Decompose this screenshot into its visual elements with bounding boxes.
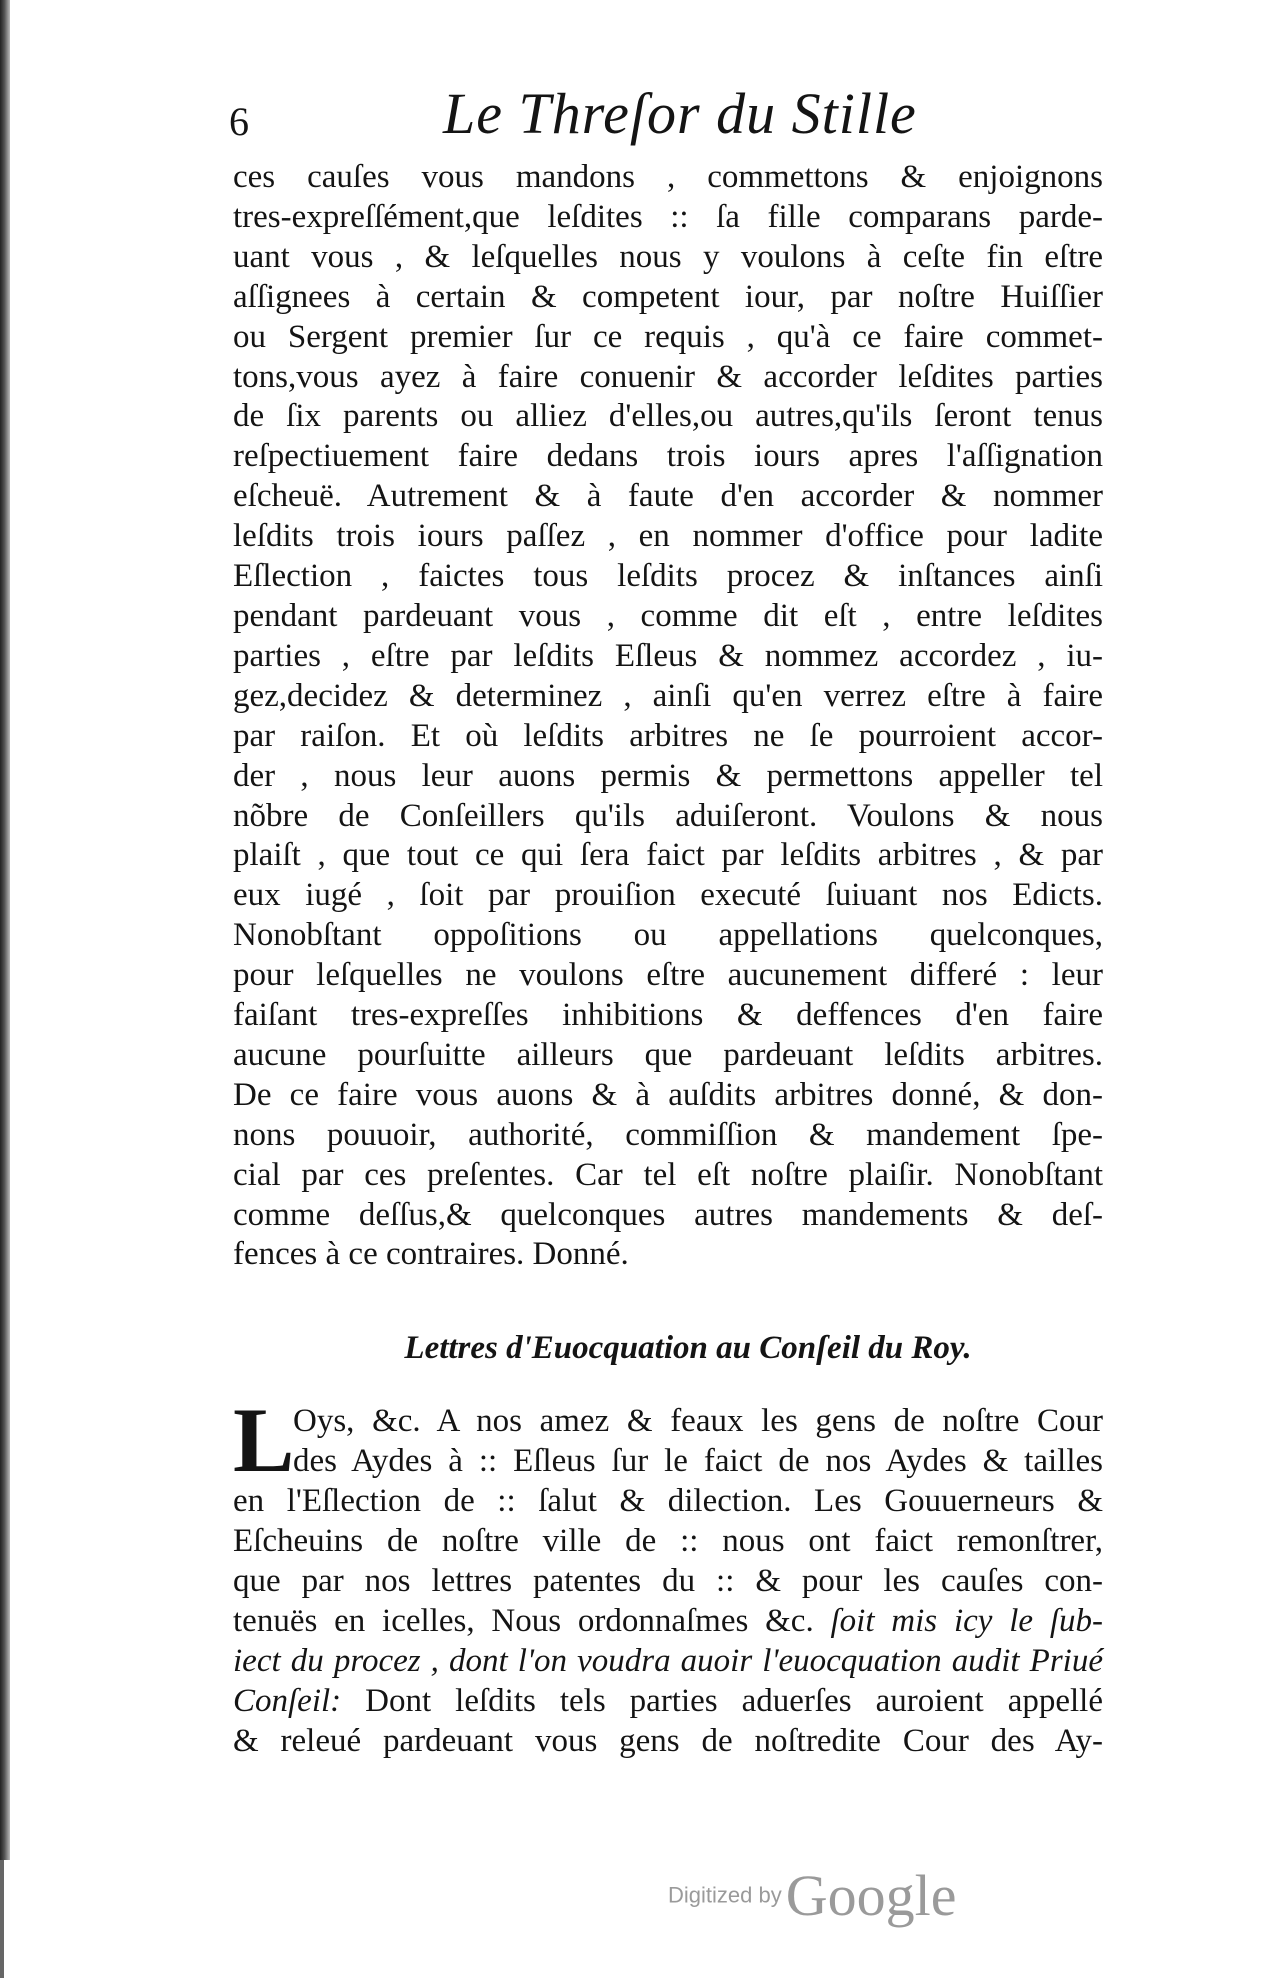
text-line: faiſant tres-expreſſes inhibitions & deffences d'en faire — [233, 997, 1103, 1034]
text-line: Eſlection , faictes tous leſdits procez & inſtances ainſi — [233, 558, 1103, 595]
section-heading: Lettres d'Euocquation au Conſeil du Roy. — [404, 1330, 972, 1367]
google-logo-text: Google — [785, 1863, 957, 1928]
text-line: ces cauſes vous mandons , commettons & enjoignons — [233, 159, 1103, 195]
text-line: par raiſon. Et où leſdits arbitres ne ſe pourroient accor- — [233, 717, 1103, 754]
text-line: tons,vous ayez à faire conuenir & accorder leſdites parties — [233, 358, 1103, 395]
text-line: parties , eſtre par leſdits Eſleus & nommez accordez , iu- — [233, 637, 1103, 674]
running-title: Le Threſor du Stille — [443, 81, 917, 146]
text-line: eſcheuë. Autrement & à faute d'en accorder & nommer — [233, 478, 1103, 515]
text-line: plaiſt , que tout ce qui ſera faict par leſdits arbitres , & par — [233, 837, 1103, 874]
text-line: uant vous , & leſquelles nous y voulons à ceſte fin eſtre — [233, 238, 1103, 275]
text-line: nons pouuoir, authorité, commiſſion & mandement ſpe- — [233, 1116, 1103, 1153]
text-line: comme deſſus,& quelconques autres mandements & deſ- — [233, 1196, 1103, 1233]
text-line: De ce faire vous auons & à auſdits arbitres donné, & don- — [233, 1076, 1103, 1113]
drop-cap: L — [233, 1389, 295, 1492]
text-line: que par nos lettres patentes du :: & pour les cauſes con- — [233, 1563, 1103, 1599]
book-spine-shadow — [0, 0, 10, 1860]
italic-note-line: iect du procez , dont l'on voudra auoir l'euocquation audit Priué — [233, 1642, 1103, 1679]
text-line: Oys, &c. A nos amez & feaux les gens de noſtre Cour — [293, 1403, 1103, 1440]
text-line: aucune pourſuitte ailleurs que pardeuant leſdits arbitres. — [233, 1036, 1103, 1073]
text-line: Nonobſtant oppoſitions ou appellations quelconques, — [233, 917, 1103, 954]
text-line: eux iugé , ſoit par prouiſion executé ſuiuant nos Edicts. — [233, 877, 1103, 914]
text-line: der , nous leur auons permis & permettons appeller tel — [233, 757, 1103, 794]
text-line: pendant pardeuant vous , comme dit eſt , entre leſdites — [233, 597, 1103, 634]
book-spine-shadow-lower — [0, 1860, 4, 1978]
paragraph-mandement — [233, 158, 1103, 1275]
watermark-small-text: Digitized by — [668, 1882, 782, 1908]
text-line: cial par ces preſentes. Car tel eſt noſtre plaiſir. Nonobſtant — [233, 1156, 1103, 1193]
paragraph-euocquation — [233, 1389, 1103, 1761]
italic-note: ſoit mis icy le ſub- — [830, 1602, 1103, 1639]
text-line-mixed — [233, 1682, 1103, 1722]
text-line: pour leſquelles ne voulons eſtre aucunement differé : leur — [233, 957, 1103, 994]
page-number: 6 — [229, 99, 249, 144]
text-line: de ſix parents ou alliez d'elles,ou autres,qu'ils ſeront tenus — [233, 398, 1103, 435]
text-line-mixed — [233, 1602, 1103, 1642]
text-line: & releué pardeuant vous gens de noſtredite Cour des Ay- — [233, 1722, 1103, 1759]
text-line: ou Sergent premier ſur ce requis , qu'à ce faire commet- — [233, 318, 1103, 355]
text-line: Eſcheuins de noſtre ville de :: nous ont faict remonſtrer, — [233, 1523, 1103, 1560]
italic-note: Conſeil: — [233, 1682, 342, 1719]
book-page — [229, 80, 1103, 1762]
digitized-by-google-watermark — [668, 1862, 956, 1929]
text-line: reſpectiuement faire dedans trois iours apres l'aſſignation — [233, 438, 1103, 475]
text-line: gez,decidez & determinez , ainſi qu'en verrez eſtre à faire — [233, 677, 1103, 714]
text-run: tenuës en icelles, Nous ordonnaſmes &c. — [233, 1602, 831, 1639]
text-line: des Aydes à :: Eſleus ſur le faict de nos Aydes & tailles — [293, 1443, 1103, 1480]
text-line: tres-expreſſément,que leſdites :: ſa fille comparans parde- — [233, 198, 1103, 235]
text-line: aſſignees à certain & competent iour, par noſtre Huiſſier — [233, 278, 1103, 315]
text-run: Dont leſdits tels parties aduerſes auroient appellé — [341, 1682, 1103, 1719]
text-line: leſdits trois iours paſſez , en nommer d'office pour ladite — [233, 518, 1103, 555]
text-line: en l'Eſlection de :: ſalut & dilection. Les Gouuerneurs & — [233, 1483, 1103, 1520]
page-header — [229, 80, 1103, 158]
text-line: nõbre de Conſeillers qu'ils aduiſeront. Voulons & nous — [233, 797, 1103, 834]
text-line: fences à ce contraires. Donné. — [233, 1236, 629, 1273]
